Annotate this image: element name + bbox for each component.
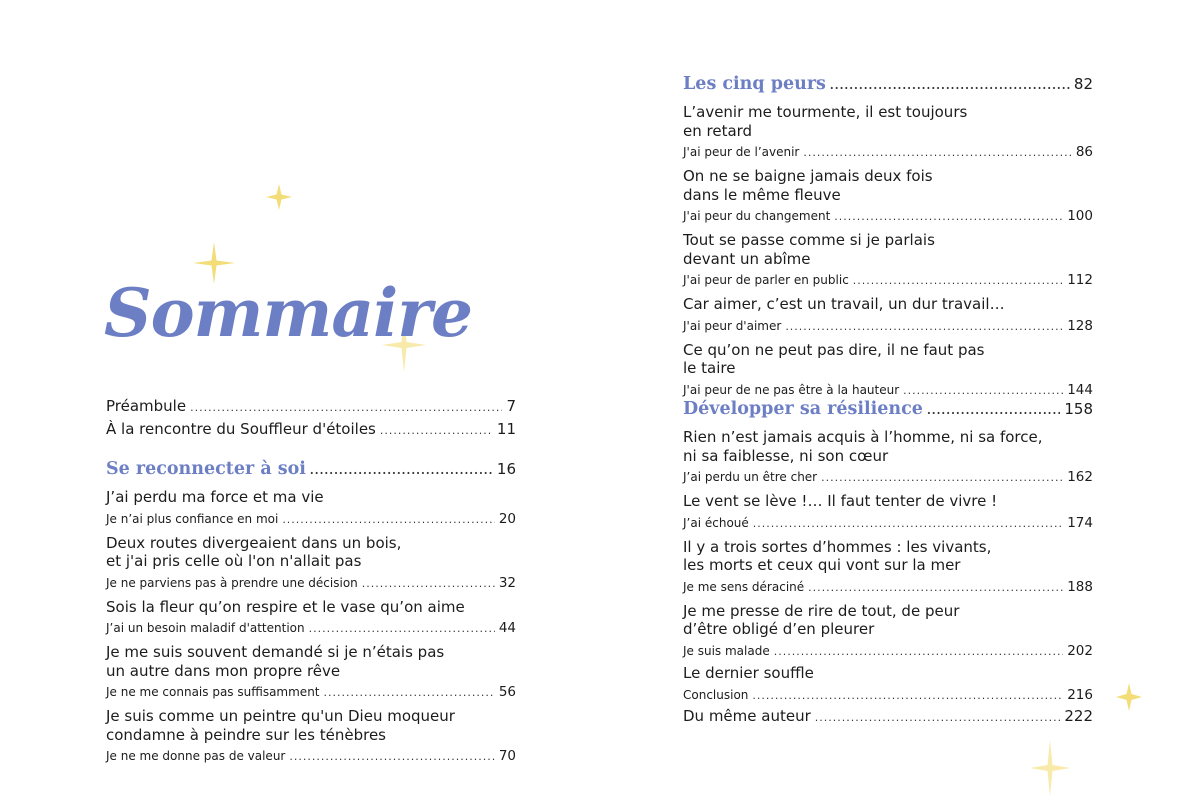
chapter-quote: Car aimer, c’est un travail, un dur travail… bbox=[683, 295, 1005, 313]
chapter-quote: Il y a trois sortes d’hommes : les vivants, les morts et ceux qui vont sur la mer bbox=[683, 537, 992, 574]
chapter-entry[interactable] bbox=[683, 538, 1093, 597]
chapter-entry[interactable] bbox=[683, 492, 1093, 533]
dot-leader bbox=[324, 684, 495, 702]
chapter-entry[interactable] bbox=[683, 295, 1093, 336]
dot-leader bbox=[834, 208, 1063, 226]
chapter-entry[interactable] bbox=[683, 231, 1093, 290]
star-icon bbox=[266, 184, 292, 210]
page-number: 128 bbox=[1067, 317, 1093, 334]
chapter-quote: Sois la fleur qu’on respire et le vase qu’on aime bbox=[106, 597, 465, 616]
chapter-quote: Deux routes divergeaient dans un bois, et j'ai pris celle où l'on n'allait pas bbox=[106, 533, 402, 570]
page-number: 202 bbox=[1067, 642, 1093, 659]
chapter-subtitle-row: J'ai peur de parler en public ..... 112 bbox=[683, 271, 1093, 290]
page-number: 82 bbox=[1073, 75, 1093, 93]
chapter-entry[interactable] bbox=[106, 643, 516, 702]
dot-leader bbox=[803, 144, 1071, 162]
chapter-subtitle-row: J'ai peur d'aimer ..... 128 bbox=[683, 317, 1093, 336]
chapter-entry[interactable] bbox=[106, 534, 516, 593]
dot-leader bbox=[309, 620, 495, 638]
dot-leader bbox=[282, 511, 495, 529]
section-heading[interactable] bbox=[106, 457, 516, 483]
page-number: 20 bbox=[498, 510, 516, 527]
chapter-subtitle-row: J'ai peur de l’avenir ..... 86 bbox=[683, 143, 1093, 162]
chapter-subtitle-row: Je suis malade ..... 202 bbox=[683, 642, 1093, 661]
page-title: Sommaire bbox=[104, 274, 472, 352]
page-number: 158 bbox=[1064, 400, 1093, 418]
page-number: 16 bbox=[496, 460, 516, 478]
star-icon bbox=[1030, 740, 1070, 796]
page-number: 162 bbox=[1067, 469, 1093, 485]
page-number: 222 bbox=[1064, 706, 1093, 725]
chapter-quote: Je me presse de rire de tout, de peur d’être obligé d’en pleurer bbox=[683, 601, 960, 638]
closing-heading: Le dernier souffle bbox=[683, 664, 814, 682]
chapter-quote: Ce qu’on ne peut pas dire, il ne faut pas le taire bbox=[683, 340, 985, 377]
entry-label: Préambule bbox=[106, 397, 187, 415]
dot-leader bbox=[808, 579, 1063, 597]
chapter-quote: Je me suis souvent demandé si je n’étais pas un autre dans mon propre rêve bbox=[106, 643, 445, 680]
toc-entry[interactable] bbox=[106, 419, 516, 441]
entry-label: À la rencontre du Souffleur d'étoiles bbox=[106, 420, 376, 438]
page-number: 44 bbox=[498, 620, 516, 636]
chapter-subtitle-row: Je ne parviens pas à prendre une décision ..... 32 bbox=[106, 574, 516, 593]
chapter-quote: Je suis comme un peintre qu'un Dieu moqueur condamne à peindre sur les ténèbres bbox=[106, 707, 455, 744]
page-number: 7 bbox=[506, 397, 516, 415]
chapter-entry[interactable] bbox=[106, 488, 516, 529]
dot-leader bbox=[821, 469, 1063, 487]
dot-leader bbox=[774, 643, 1063, 661]
page-number: 174 bbox=[1067, 514, 1093, 531]
chapter-subtitle-row: Je ne me connais pas suffisamment ..... 56 bbox=[106, 683, 516, 702]
chapter-entry[interactable] bbox=[106, 598, 516, 639]
toc-entry[interactable] bbox=[106, 396, 516, 418]
section-label: Les cinq peurs bbox=[683, 74, 826, 94]
chapter-subtitle-row: J'ai peur de ne pas être à la hauteur ..... 144 bbox=[683, 381, 1093, 400]
page-number: 32 bbox=[498, 574, 516, 591]
page-number: 86 bbox=[1075, 144, 1093, 160]
chapter-quote: J’ai perdu ma force et ma vie bbox=[106, 488, 324, 506]
section-heading[interactable] bbox=[683, 397, 1093, 423]
chapter-entry[interactable] bbox=[683, 341, 1093, 400]
chapter-entry[interactable] bbox=[683, 602, 1093, 661]
dot-leader bbox=[815, 707, 1061, 728]
chapter-subtitle-row: J’ai échoué ..... 174 bbox=[683, 514, 1093, 533]
page-number: 112 bbox=[1067, 272, 1093, 288]
toc-entry[interactable] bbox=[683, 706, 1093, 728]
chapter-subtitle-row: J'ai peur du changement ..... 100 bbox=[683, 207, 1093, 226]
section-heading[interactable] bbox=[683, 72, 1093, 98]
chapter-entry[interactable] bbox=[683, 103, 1093, 162]
dot-leader bbox=[310, 459, 493, 483]
dot-leader bbox=[380, 420, 493, 441]
dot-leader bbox=[927, 399, 1060, 423]
dot-leader bbox=[753, 515, 1063, 533]
chapter-subtitle-row: J’ai un besoin maladif d'attention ..... 44 bbox=[106, 619, 516, 638]
page-number: 188 bbox=[1067, 578, 1093, 595]
chapter-subtitle-row: Je me sens déraciné ..... 188 bbox=[683, 578, 1093, 597]
section-label: Développer sa résilience bbox=[683, 399, 923, 419]
chapter-quote: L’avenir me tourmente, il est toujours en retard bbox=[683, 103, 968, 140]
chapter-quote: Le vent se lève !… Il faut tenter de vivre ! bbox=[683, 492, 998, 510]
dot-leader bbox=[289, 748, 494, 766]
page-number: 70 bbox=[498, 748, 516, 764]
chapter-quote: Tout se passe comme si je parlais devant un abîme bbox=[683, 231, 935, 268]
dot-leader bbox=[752, 687, 1063, 705]
page-number: 216 bbox=[1067, 686, 1093, 703]
dot-leader bbox=[362, 575, 495, 593]
chapter-entry[interactable] bbox=[683, 167, 1093, 226]
chapter-entry[interactable] bbox=[683, 428, 1093, 487]
star-icon bbox=[1116, 683, 1142, 711]
chapter-quote: Rien n’est jamais acquis à l’homme, ni sa force, ni sa faiblesse, ni son cœur bbox=[683, 428, 1043, 465]
dot-leader bbox=[785, 318, 1063, 336]
dot-leader bbox=[853, 272, 1063, 290]
entry-label: Du même auteur bbox=[683, 706, 811, 725]
chapter-subtitle-row: J’ai perdu un être cher ..... 162 bbox=[683, 468, 1093, 487]
dot-leader bbox=[190, 397, 502, 418]
toc-entry[interactable] bbox=[683, 686, 1093, 705]
page-number: 100 bbox=[1067, 208, 1093, 224]
chapter-entry[interactable] bbox=[106, 707, 516, 766]
chapter-quote: On ne se baigne jamais deux fois dans le même fleuve bbox=[683, 167, 933, 204]
chapter-subtitle-row: Je ne me donne pas de valeur ..... 70 bbox=[106, 747, 516, 766]
page-number: 56 bbox=[498, 684, 516, 700]
dot-leader bbox=[830, 74, 1070, 98]
page-number: 144 bbox=[1067, 381, 1093, 398]
chapter-subtitle-row: Je n’ai plus confiance en moi ..... 20 bbox=[106, 510, 516, 529]
entry-label: Conclusion bbox=[683, 687, 749, 702]
page-number: 11 bbox=[496, 420, 516, 438]
section-label: Se reconnecter à soi bbox=[106, 459, 306, 479]
